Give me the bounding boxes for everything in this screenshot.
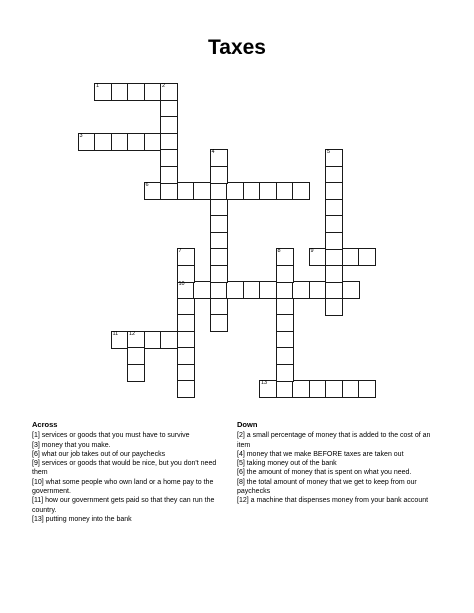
grid-cell[interactable] <box>193 182 211 200</box>
grid-cell[interactable] <box>177 331 195 349</box>
grid-cell[interactable] <box>325 215 343 233</box>
grid-cell[interactable] <box>177 347 195 365</box>
grid-cell[interactable] <box>259 281 277 299</box>
clue-number: 7 <box>178 248 182 254</box>
grid-cell[interactable] <box>325 380 343 398</box>
grid-cell[interactable] <box>144 133 162 151</box>
grid-cell[interactable] <box>160 331 178 349</box>
grid-cell[interactable] <box>325 182 343 200</box>
across-clue: [1] services or goods that you must have to survive <box>32 432 190 440</box>
grid-cell[interactable] <box>144 83 162 101</box>
clue-number: 10 <box>178 281 185 287</box>
across-clue: [9] services or goods that would be nice, but you don't need them <box>32 460 217 477</box>
grid-cell[interactable] <box>193 281 211 299</box>
grid-cell[interactable] <box>177 265 195 283</box>
clue-number: 12 <box>129 330 136 337</box>
grid-cell[interactable] <box>325 166 343 184</box>
across-clue: [11] how our government gets paid so that they can run the country. <box>32 497 215 514</box>
grid-cell[interactable] <box>325 232 343 250</box>
grid-cell[interactable] <box>226 182 244 200</box>
down-clues <box>237 420 442 506</box>
grid-cell[interactable] <box>111 133 129 151</box>
grid-cell[interactable] <box>309 281 327 299</box>
grid-cell[interactable] <box>358 248 376 266</box>
across-clue: [3] money that you make. <box>32 441 111 449</box>
grid-cell[interactable] <box>276 380 294 398</box>
grid-cell[interactable] <box>127 83 145 101</box>
grid-cell[interactable] <box>127 347 145 365</box>
grid-cell[interactable] <box>210 232 228 250</box>
down-clue: [2] a small percentage of money that is added to the cost of an item <box>237 432 431 449</box>
grid-cell[interactable] <box>127 364 145 382</box>
clue-number: 6 <box>145 182 149 188</box>
grid-cell[interactable] <box>325 265 343 283</box>
grid-cell[interactable] <box>342 281 360 299</box>
grid-cell[interactable] <box>342 248 360 266</box>
grid-cell[interactable] <box>226 281 244 299</box>
clue-number: 9 <box>310 248 314 254</box>
grid-cell[interactable] <box>276 347 294 365</box>
across-clue: [10] what some people who own land or a home pay to the government. <box>32 478 214 496</box>
across-clue: [13] putting money into the bank <box>32 515 132 523</box>
grid-cell[interactable] <box>160 133 178 151</box>
across-clues <box>32 420 227 524</box>
grid-cell[interactable] <box>325 281 343 299</box>
grid-cell[interactable] <box>342 380 360 398</box>
grid-cell[interactable] <box>210 314 228 332</box>
grid-cell[interactable] <box>177 380 195 398</box>
grid-cell[interactable] <box>210 215 228 233</box>
grid-cell[interactable] <box>276 364 294 382</box>
across-heading: Across <box>32 420 58 429</box>
grid-cell[interactable] <box>160 166 178 184</box>
grid-cell[interactable] <box>210 298 228 316</box>
grid-cell[interactable] <box>94 133 112 151</box>
clue-number: 4 <box>211 149 215 155</box>
grid-cell[interactable] <box>276 331 294 349</box>
grid-cell[interactable] <box>309 380 327 398</box>
grid-cell[interactable] <box>160 100 178 118</box>
clue-number: 1 <box>96 83 100 89</box>
down-clue: [4] money that we make BEFORE taxes are taken out <box>237 450 404 458</box>
grid-cell[interactable] <box>292 281 310 299</box>
grid-cell[interactable] <box>210 281 228 299</box>
grid-cell[interactable] <box>177 298 195 316</box>
clue-number: 3 <box>79 132 83 139</box>
clue-number: 8 <box>277 248 281 254</box>
grid-cell[interactable] <box>325 298 343 316</box>
down-clue: [6] the amount of money that is spent on what you need. <box>237 469 412 477</box>
grid-cell[interactable] <box>292 182 310 200</box>
grid-cell[interactable] <box>276 298 294 316</box>
grid-cell[interactable] <box>276 314 294 332</box>
grid-cell[interactable] <box>210 248 228 266</box>
grid-cell[interactable] <box>210 199 228 217</box>
grid-cell[interactable] <box>276 265 294 283</box>
grid-cell[interactable] <box>127 133 145 151</box>
grid-cell[interactable] <box>177 314 195 332</box>
grid-cell[interactable] <box>160 116 178 134</box>
grid-cell[interactable] <box>259 182 277 200</box>
down-clue: [5] taking money out of the bank <box>237 460 337 468</box>
across-clue: [6] what our job takes out of our paychecks <box>32 450 166 458</box>
clue-number: 5 <box>327 149 331 155</box>
grid-cell[interactable] <box>292 380 310 398</box>
clue-number: 11 <box>112 330 119 337</box>
grid-cell[interactable] <box>177 182 195 200</box>
grid-cell[interactable] <box>276 182 294 200</box>
grid-cell[interactable] <box>325 248 343 266</box>
grid-cell[interactable] <box>210 182 228 200</box>
puzzle-title: Taxes <box>208 36 266 59</box>
grid-cell[interactable] <box>160 182 178 200</box>
down-clue: [12] a machine that dispenses money from your bank account <box>237 497 429 505</box>
down-heading: Down <box>237 420 258 429</box>
down-clue: [8] the total amount of money that we get to keep from our paychecks <box>237 478 417 496</box>
grid-cell[interactable] <box>276 281 294 299</box>
grid-cell[interactable] <box>111 83 129 101</box>
grid-cell[interactable] <box>210 265 228 283</box>
grid-cell[interactable] <box>210 166 228 184</box>
grid-cell[interactable] <box>243 182 261 200</box>
grid-cell[interactable] <box>177 364 195 382</box>
clue-number: 2 <box>162 83 166 89</box>
grid-cell[interactable] <box>358 380 376 398</box>
grid-cell[interactable] <box>325 199 343 217</box>
grid-cell[interactable] <box>144 331 162 349</box>
clue-number: 13 <box>261 380 268 386</box>
grid-cell[interactable] <box>243 281 261 299</box>
grid-cell[interactable] <box>160 149 178 167</box>
